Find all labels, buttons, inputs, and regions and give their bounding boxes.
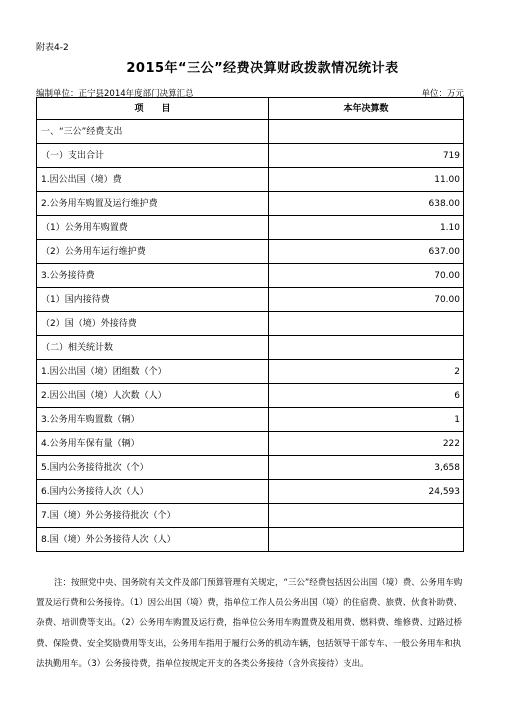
- table-row: [37, 408, 464, 432]
- row-amount: [269, 120, 464, 144]
- row-label: 7.国（境）外公务接待批次（个）: [37, 504, 269, 528]
- table-row: [37, 240, 464, 264]
- row-label: （1）公务用车购置费: [37, 216, 269, 240]
- row-label: 3.公务接待费: [37, 264, 269, 288]
- row-amount: 6: [269, 384, 464, 408]
- table-row: [37, 288, 464, 312]
- row-label: 1.因公出国（境）费: [37, 168, 269, 192]
- table-row: [37, 360, 464, 384]
- table-row: [37, 168, 464, 192]
- row-amount: [269, 504, 464, 528]
- row-label: 2.因公出国（境）人次数（人）: [37, 384, 269, 408]
- row-amount: 70.00: [269, 288, 464, 312]
- table-row: [37, 192, 464, 216]
- row-label: （二）相关统计数: [37, 336, 269, 360]
- compiling-unit: 编制单位：正宁县2014年度部门决算汇总: [36, 89, 194, 99]
- row-label: 一、“三公”经费支出: [37, 120, 269, 144]
- table-row: [37, 312, 464, 336]
- row-label: 3.公务用车购置数（辆）: [37, 408, 269, 432]
- row-amount: 1.10: [269, 216, 464, 240]
- row-amount: 1: [269, 408, 464, 432]
- row-label: 5.国内公务接待批次（个）: [37, 456, 269, 480]
- row-label: （1）国内接待费: [37, 288, 269, 312]
- row-label: 2.公务用车购置及运行维护费: [37, 192, 269, 216]
- row-label: （一）支出合计: [37, 144, 269, 168]
- table-row: [37, 504, 464, 528]
- table-row: [37, 336, 464, 360]
- row-amount: [269, 336, 464, 360]
- row-amount: 11.00: [269, 168, 464, 192]
- row-amount: 3,658: [269, 456, 464, 480]
- table-row: [37, 264, 464, 288]
- row-amount: 70.00: [269, 264, 464, 288]
- page-title: 2015年“三公”经费决算财政拨款情况统计表: [126, 61, 399, 76]
- table-row: [37, 216, 464, 240]
- row-label: （2）公务用车运行维护费: [37, 240, 269, 264]
- column-header-item: 项 目: [37, 98, 269, 120]
- amount-unit: 单位：万元: [421, 89, 464, 99]
- row-label: （2）国（境）外接待费: [37, 312, 269, 336]
- table-header-row: [37, 98, 464, 120]
- table-row: [37, 144, 464, 168]
- row-label: 1.因公出国（境）团组数（个）: [37, 360, 269, 384]
- table-row: [37, 120, 464, 144]
- row-label: 6.国内公务接待人次（人）: [37, 480, 269, 504]
- column-header-amount: 本年决算数: [269, 98, 464, 120]
- row-amount: 2: [269, 360, 464, 384]
- row-amount: 222: [269, 432, 464, 456]
- expenditure-table: [36, 97, 464, 552]
- row-amount: 719: [269, 144, 464, 168]
- row-amount: 24,593: [269, 480, 464, 504]
- row-amount: [269, 528, 464, 552]
- row-amount: 638.00: [269, 192, 464, 216]
- row-label: 4.公务用车保有量（辆）: [37, 432, 269, 456]
- table-row: [37, 528, 464, 552]
- table-row: [37, 456, 464, 480]
- footnote: 注：按照党中央、国务院有关文件及部门预算管理有关规定，“三公”经费包括因公出国（境）费、公务用车购置及运行费和公务接待。（1）因公出国（境）费，指单位工作人员公务出国（境）的住宿费、旅费、伙食补助费、杂费、培训费等支出。（2）公务用车购置及运行费，指单位公务用车购置费及租用费、燃料费、维修费、过路过桥费、保险费、安全奖励费用等支出，公务用车指用于履行公务的机动车辆，包括领导干部专车、一般公务用车和执法执勤用车。（3）公务接待费，指单位按规定开支的各类公务接待（含外宾接待）支出。: [36, 578, 463, 669]
- table-row: [37, 480, 464, 504]
- row-amount: [269, 312, 464, 336]
- table-row: [37, 432, 464, 456]
- row-amount: 637.00: [269, 240, 464, 264]
- annex-label: 附表4-2: [36, 43, 69, 53]
- table-row: [37, 384, 464, 408]
- row-label: 8.国（境）外公务接待人次（人）: [37, 528, 269, 552]
